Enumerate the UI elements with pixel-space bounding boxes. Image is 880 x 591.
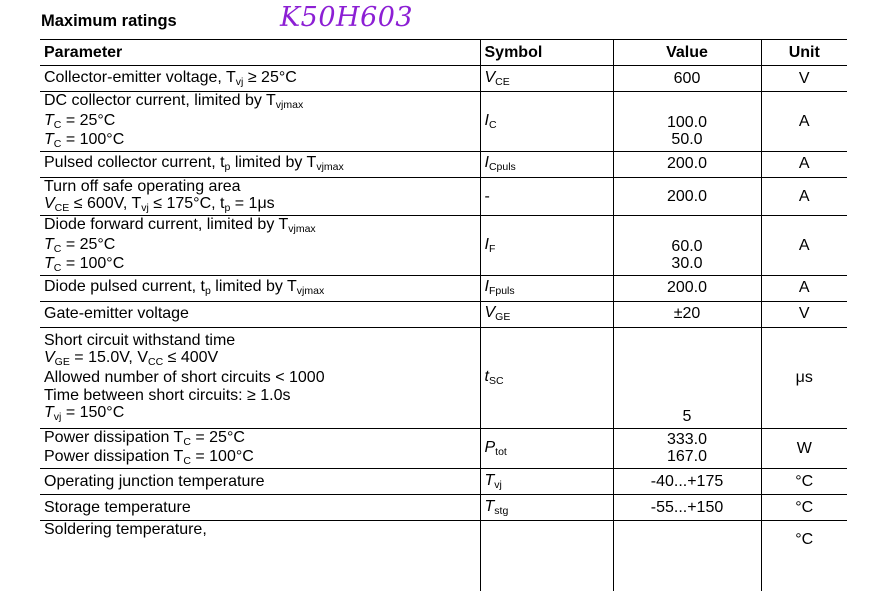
unit-cell: A [761, 151, 847, 177]
parameter-cell: Diode forward current, limited by Tvjmax TC = 25°C TC = 100°C [40, 215, 480, 275]
symbol-cell: IFpuls [480, 275, 613, 301]
parameter-cell: Operating junction temperature [40, 468, 480, 494]
parameter-cell: Collector-emitter voltage, Tvj ≥ 25°C [40, 66, 480, 92]
parameter-cell: Power dissipation TC = 25°C Power dissipation TC = 100°C [40, 428, 480, 468]
parameter-cell: Pulsed collector current, tp limited by Tvjmax [40, 151, 480, 177]
symbol-cell: Ptot [480, 428, 613, 468]
value-cell: 200.0 [613, 151, 761, 177]
parameter-cell: Turn off safe operating area VCE ≤ 600V, Tvj ≤ 175°C, tp = 1μs [40, 177, 480, 215]
value-cell: 600 [613, 66, 761, 92]
header-row [40, 40, 847, 66]
symbol-cell: - [480, 177, 613, 215]
header-parameter: Parameter [40, 40, 480, 66]
unit-cell: °C [761, 468, 847, 494]
parameter-cell: Gate-emitter voltage [40, 301, 480, 327]
table-row [40, 92, 847, 152]
unit-cell: μs [761, 327, 847, 428]
value-cell [613, 520, 761, 591]
parameter-cell: Diode pulsed current, tp limited by Tvjmax [40, 275, 480, 301]
parameter-cell: Storage temperature [40, 494, 480, 520]
symbol-cell: VGE [480, 301, 613, 327]
unit-cell: W [761, 428, 847, 468]
value-cell: 200.0 [613, 177, 761, 215]
table-row [40, 468, 847, 494]
parameter-cell: DC collector current, limited by Tvjmax TC = 25°C TC = 100°C [40, 92, 480, 152]
unit-cell: °C [761, 494, 847, 520]
table-row [40, 215, 847, 275]
header-symbol: Symbol [480, 40, 613, 66]
table-row [40, 327, 847, 428]
unit-cell: A [761, 177, 847, 215]
value-cell: 100.0 50.0 [613, 92, 761, 152]
table-row [40, 177, 847, 215]
part-number-watermark: K50H603 [280, 2, 414, 33]
table-row [40, 428, 847, 468]
symbol-cell: Tstg [480, 494, 613, 520]
symbol-cell: IC [480, 92, 613, 152]
parameter-cell: Soldering temperature, [44, 520, 207, 538]
table-row [40, 301, 847, 327]
table-row [40, 520, 847, 591]
unit-cell: V [761, 301, 847, 327]
value-cell: -40...+175 [613, 468, 761, 494]
unit-cell: V [761, 66, 847, 92]
maximum-ratings-table [40, 39, 847, 591]
unit-cell: A [761, 92, 847, 152]
unit-cell: A [761, 275, 847, 301]
symbol-cell [480, 520, 613, 591]
section-heading: Maximum ratings [41, 12, 177, 30]
header-value: Value [613, 40, 761, 66]
value-cell: 60.0 30.0 [613, 215, 761, 275]
header-unit: Unit [761, 40, 847, 66]
table-row [40, 66, 847, 92]
table-row [40, 151, 847, 177]
symbol-cell: ICpuls [480, 151, 613, 177]
value-cell: 5 [613, 327, 761, 428]
table-row [40, 275, 847, 301]
symbol-cell: Tvj [480, 468, 613, 494]
unit-cell: A [761, 215, 847, 275]
value-cell: 333.0 167.0 [613, 428, 761, 468]
symbol-cell: tSC [480, 327, 613, 428]
value-cell: -55...+150 [613, 494, 761, 520]
symbol-cell: VCE [480, 66, 613, 92]
parameter-cell: Short circuit withstand time VGE = 15.0V, VCC ≤ 400V Allowed number of short circuits < 1000 Time between short circuits: ≥ 1.0s Tvj = 150°C [40, 327, 480, 428]
table-row [40, 494, 847, 520]
value-cell: 200.0 [613, 275, 761, 301]
symbol-cell: IF [480, 215, 613, 275]
unit-cell: °C [761, 520, 847, 591]
value-cell: ±20 [613, 301, 761, 327]
